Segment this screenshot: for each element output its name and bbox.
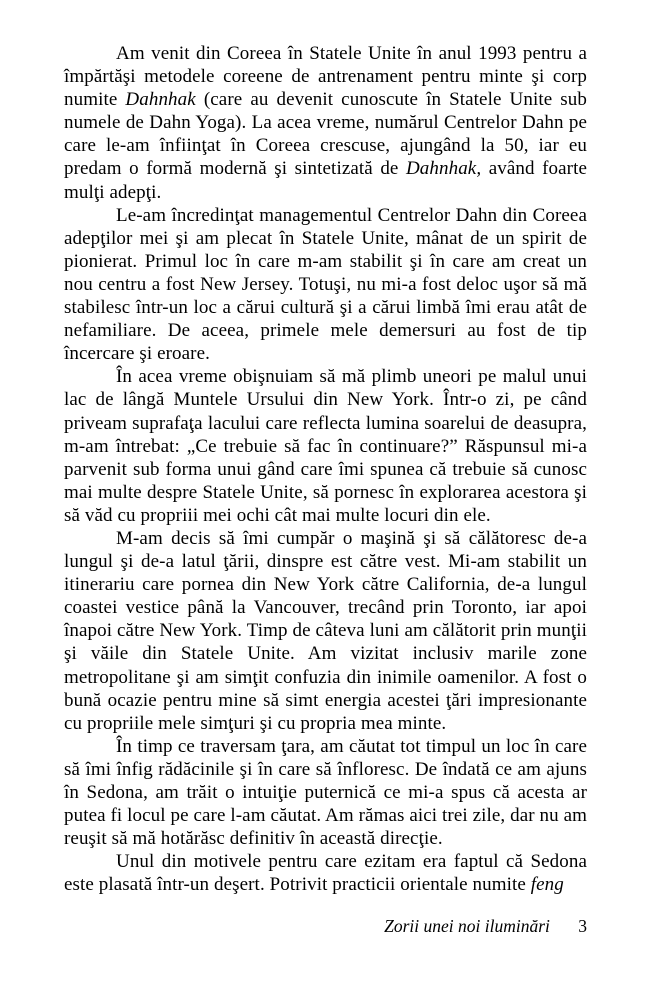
italic-text-run: Dahnhak (125, 89, 196, 111)
paragraph (64, 735, 587, 850)
paragraph (64, 42, 587, 204)
paragraph (64, 850, 587, 896)
page-number: 3 (578, 916, 587, 936)
text-run: Am venit din Coreea în Statele Unite în anul 1993 pentru a împărtăşi metodele coreene de antrenament pentru minte şi corp numite (64, 43, 587, 111)
italic-text-run: Dahnhak, (405, 158, 482, 180)
text-run: În acea vreme obişnuiam să mă plimb uneori pe malul unui lac de lângă Muntele Ursului din New York. Într-o zi, pe când priveam suprafaţa lacului care reflecta lumina soarelui de deasupra, m-am întrebat: „Ce trebuie să fac în continuare?” Răspunsul mi-a parvenit sub forma unui gând care îmi spunea că trebuie să cunosc mai multe despre Statele Unite, să pornesc în explorarea acestora şi să văd cu propriii mei ochi cât mai multe locuri din ele. (64, 366, 587, 526)
text-run: Le-am încredinţat managementul Centrelor Dahn din Coreea adepţilor mei şi am plecat în Statele Unite, mânat de un spirit de pionierat. Primul loc în care m-am stabilit şi în care am creat un nou centru a fost New Jersey. Totuşi, nu mi-a fost deloc uşor să mă stabilesc într-un loc a cărui cultură şi a cărui limbă îmi erau atât de nefamiliare. De aceea, primele mele demersuri au fost de tip încercare şi eroare. (64, 204, 587, 365)
text-block (64, 42, 587, 896)
paragraph (64, 204, 587, 366)
page-footer (64, 916, 587, 936)
paragraph (64, 365, 587, 527)
text-run: În timp ce traversam ţara, am căutat tot timpul un loc în care să îmi înfig rădăcinile şi în care să înfloresc. De îndată ce am ajuns în Sedona, am trăit o intuiţie puternică ce mi-a spus că acesta ar putea fi locul pe care l-am căutat. Am rămas aici trei zile, dar nu am reuşit să mă hotărăsc definitiv în această direcţie. (64, 735, 587, 850)
text-run: Unul din motivele pentru care ezitam era faptul că Sedona este plasată într-un deşert. Potrivit practicii orientale numite (64, 851, 587, 896)
text-run: M-am decis să îmi cumpăr o maşină şi să călătoresc de-a lungul şi de-a latul ţării, dinspre est către vest. Mi-am stabilit un itinerariu care pornea din New York către California, de-a lungul coastei vestice până la Vancouver, trecând prin Toronto, iar apoi înapoi către New York. Timp de câteva luni am călătorit prin munţii şi văile din Statele Unite. Am vizitat inclusiv marile zone metropolitane şi am simţit confuzia din inimile oamenilor. A fost o bună ocazie pentru mine să simt energia acestei ţări impresionante cu propriile mele simţuri şi cu propria mea minte. (64, 527, 587, 734)
text-run: având foarte mulţi adepţi. (64, 158, 587, 203)
text-run: (care au devenit cunoscute în Statele Unite sub numele de Dahn Yoga). La acea vreme, numărul Centrelor Dahn pe care le-am înfiinţat în Coreea crescuse, ajungând la 50, iar eu predam o formă modernă şi sintetizată de (64, 89, 587, 180)
italic-text-run: feng (530, 874, 564, 896)
paragraph (64, 527, 587, 735)
running-title: Zorii unei noi iluminări (384, 916, 550, 936)
